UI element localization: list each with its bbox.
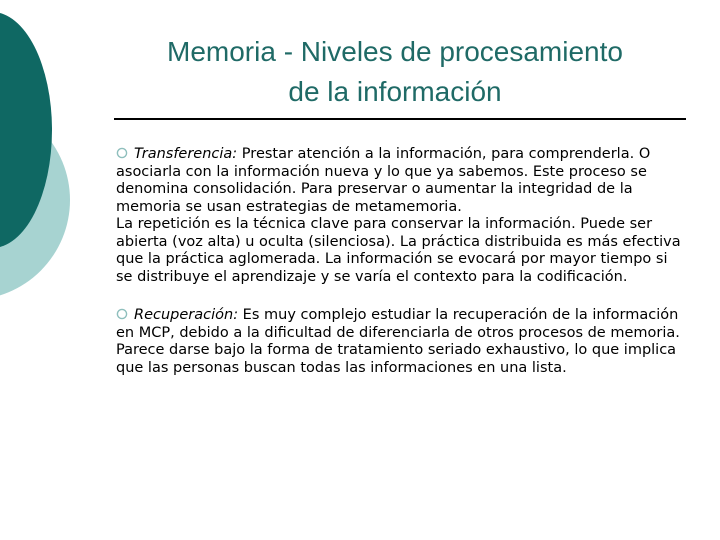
circle-outline-icon (116, 308, 128, 320)
bullet-transferencia (116, 146, 686, 216)
paragraph-repeticion: La repetición es la técnica clave para conservar la información. Puede ser abierta (voz alta) u oculta (silenciosa). La práctica distribuida es más efectiva que la práctica aglomerada. La información se evocará por mayor tiempo si se distribuye el aprendizaje y se varía el contexto para la codificación. (116, 216, 681, 285)
bullet-recuperacion (116, 307, 686, 377)
title-line-1: Memoria - Niveles de procesamiento (167, 36, 623, 67)
text-recuperacion: Es muy complejo estudiar la recuperación de la información en MCP, debido a la dificultad de diferenciarla de otros procesos de memoria. Parece darse bajo la forma de tratamiento seriado exhaustivo, lo que implica que las personas buscan todas las informaciones en una lista. (116, 307, 680, 376)
text-transferencia: Prestar atención a la información, para comprenderla. O asociarla con la información nueva y lo que ya sabemos. Este proceso se denomina consolidación. Para preservar o aumentar la integridad de la memoria se usan estrategias de metamemoria. (116, 146, 651, 215)
term-transferencia: Transferencia: (134, 146, 238, 162)
circle-outline-icon (116, 147, 128, 159)
title-divider (114, 118, 686, 120)
slide-title (100, 32, 690, 112)
title-line-2: de la información (288, 76, 502, 107)
slide-body (116, 146, 686, 377)
term-recuperacion: Recuperación: (134, 307, 239, 323)
